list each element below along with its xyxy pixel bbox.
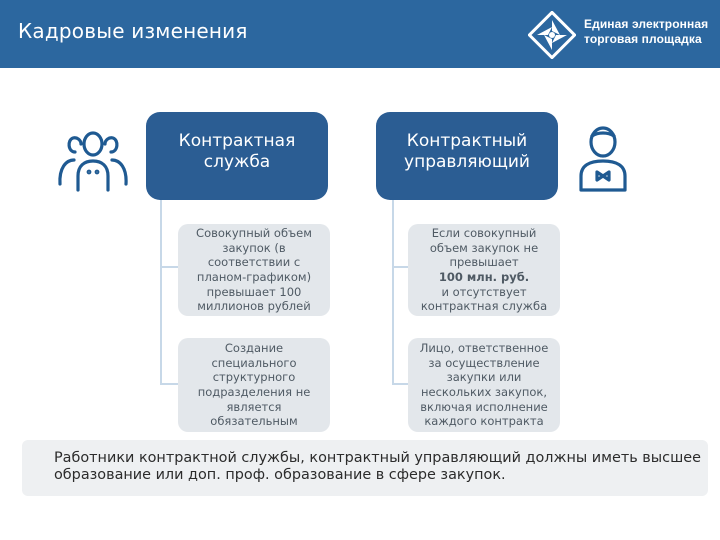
contract-service-line1: Контрактная xyxy=(178,131,296,151)
header-bar xyxy=(0,0,720,68)
card-line: обязательным xyxy=(210,414,298,429)
contract-manager-condition-card xyxy=(408,224,560,316)
ets-logo-icon xyxy=(528,11,576,59)
card-line: за осуществление xyxy=(428,355,540,370)
card-line: Лицо, ответственное xyxy=(419,341,549,356)
person-with-bowtie-icon xyxy=(576,124,630,194)
card-line: включая исполнение xyxy=(420,399,548,414)
contract-manager-note-card xyxy=(408,338,560,432)
card-line: соответствии с xyxy=(207,255,301,270)
contract-manager-box xyxy=(376,112,558,200)
footer-note xyxy=(54,450,702,484)
logo-line1: Единая электронная xyxy=(584,17,709,31)
left-connector-h1 xyxy=(160,266,178,268)
card-line: Создание xyxy=(224,341,284,356)
contract-service-box xyxy=(146,112,328,200)
contract-service-line2: служба xyxy=(203,152,271,172)
card-line: подразделения не xyxy=(197,385,311,399)
card-line: структурного xyxy=(212,370,296,385)
group-of-people-icon xyxy=(56,128,130,194)
right-connector-h2 xyxy=(392,383,408,385)
footer-line2: образование или доп. проф. образование в сфере закупок. xyxy=(54,467,506,483)
card-line: Если совокупный xyxy=(431,226,537,241)
logo-line2: торговая площадка xyxy=(584,32,702,46)
right-connector-vertical xyxy=(392,198,394,384)
card-line-emphasis: 100 млн. руб. xyxy=(438,270,530,284)
contract-service-note-card xyxy=(178,338,330,432)
logo-text xyxy=(584,17,708,47)
card-line: превышает xyxy=(449,255,519,270)
page-title: Кадровые изменения xyxy=(18,19,248,43)
card-line: закупок (в xyxy=(222,240,286,255)
card-line: контрактная служба xyxy=(420,299,548,314)
right-connector-h1 xyxy=(392,266,408,268)
card-line: нескольких закупок, xyxy=(421,385,547,399)
card-line: является xyxy=(226,399,282,414)
card-line: миллионов рублей xyxy=(197,299,311,314)
card-line: планом-графиком) xyxy=(196,270,312,284)
contract-manager-line2: управляющий xyxy=(404,152,530,172)
contract-service-condition-card xyxy=(178,224,330,316)
card-line: каждого контракта xyxy=(424,414,544,429)
card-line: превышает 100 xyxy=(206,284,302,299)
card-line: объем закупок не xyxy=(429,240,539,255)
contract-manager-line1: Контрактный xyxy=(406,131,528,151)
card-line: закупки или xyxy=(446,370,522,385)
left-connector-h2 xyxy=(160,383,178,385)
card-line: Совокупный объем xyxy=(196,226,312,241)
left-connector-vertical xyxy=(160,198,162,384)
card-line: и отсутствует xyxy=(441,284,527,299)
footer-line1: Работники контрактной службы, контрактный управляющий должны иметь высшее xyxy=(54,450,701,466)
card-line: специального xyxy=(211,355,297,370)
